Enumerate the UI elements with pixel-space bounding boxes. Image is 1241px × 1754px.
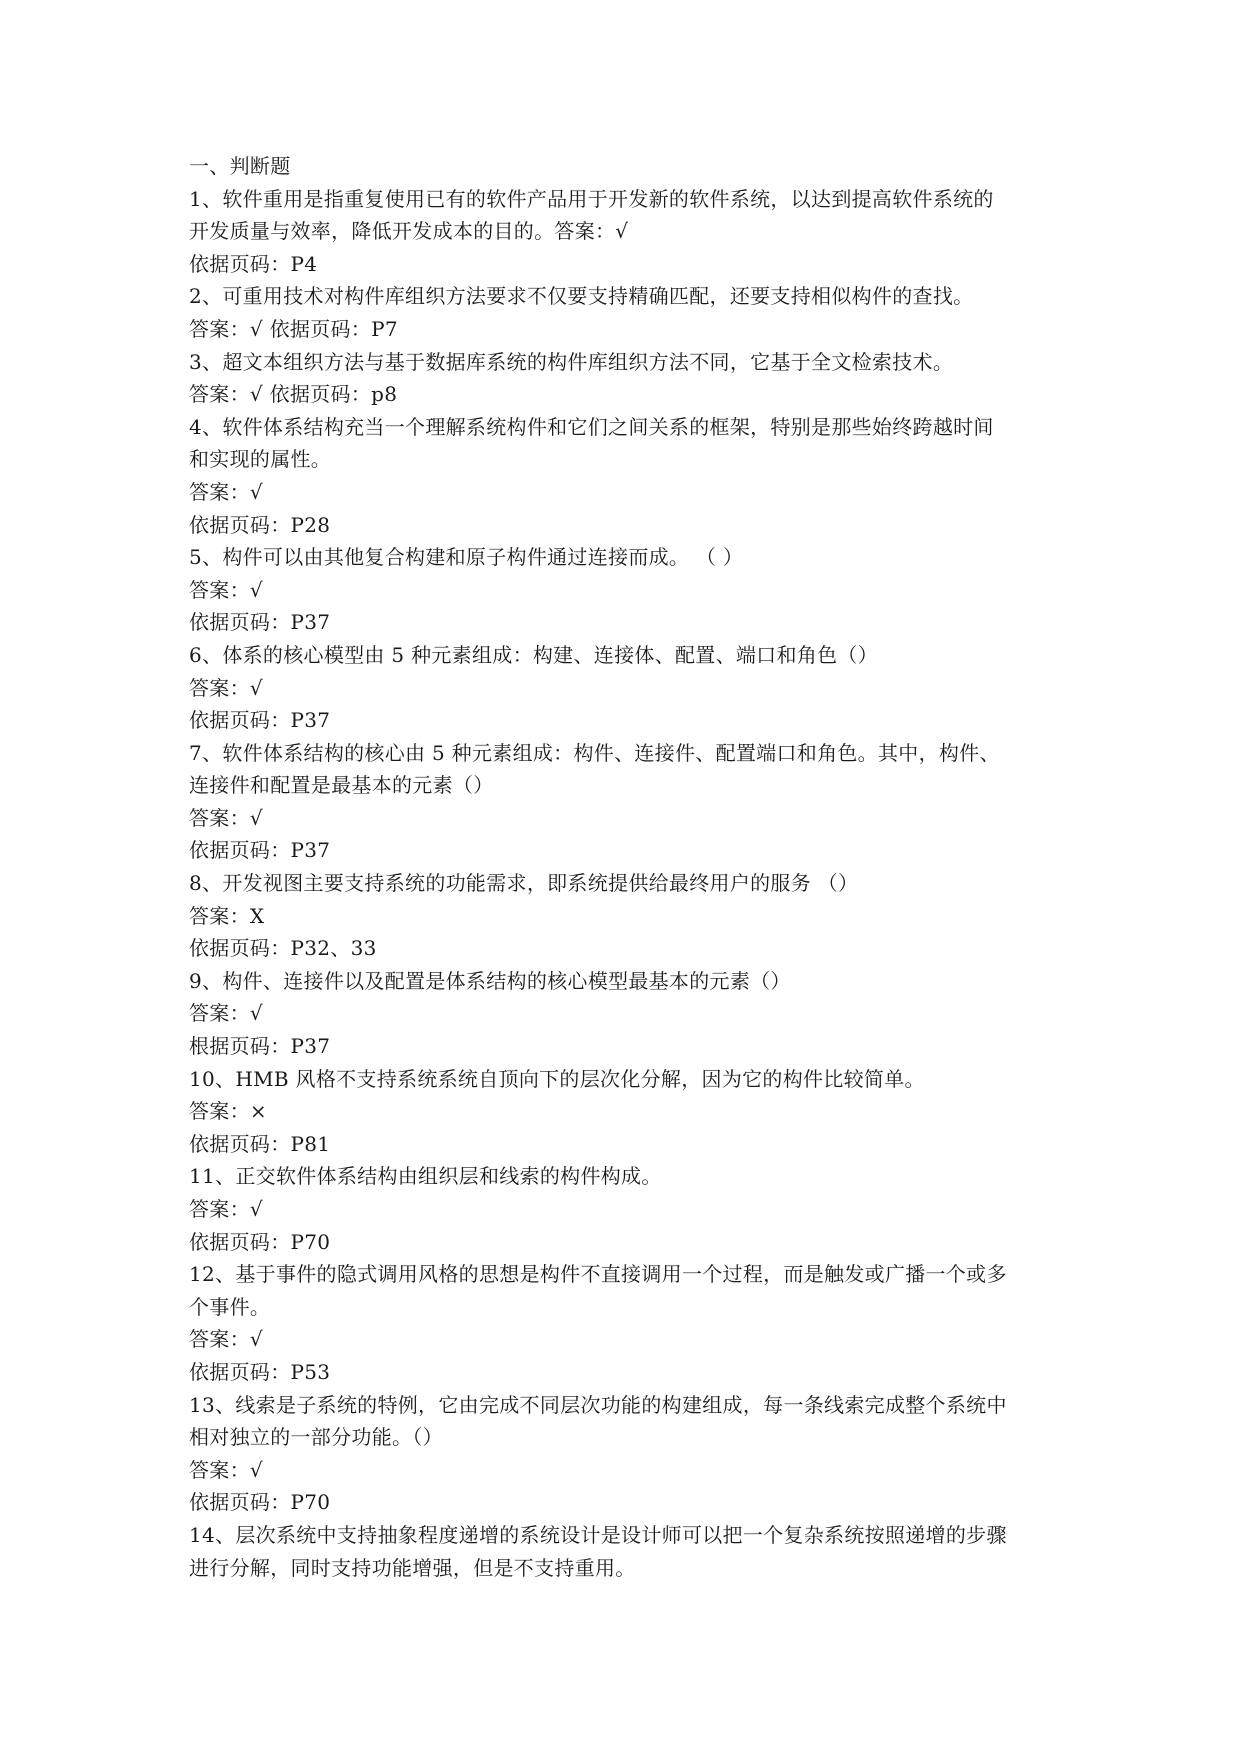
text-line: 依据页码：P53 [189,1359,331,1384]
text-line: 答案：√ [189,577,263,602]
text-line: 11、正交软件体系结构由组织层和线索的构件构成。 [189,1164,662,1189]
text-line: 依据页码：P28 [189,512,331,537]
text-line: 答案：√ [189,675,263,700]
text-line: 1、软件重用是指重复使用已有的软件产品用于开发新的软件系统，以达到提高软件系统的 [189,186,994,211]
text-line: 依据页码：P32、33 [189,936,377,961]
text-line: 13、线索是子系统的特例，它由完成不同层次功能的构建组成，每一条线索完成整个系统中 [189,1392,1007,1417]
text-line: 答案：√ [189,479,263,504]
text-line: 相对独立的一部分功能。（） [189,1425,443,1450]
text-line: 依据页码：P37 [189,838,331,863]
text-line: 5、构件可以由其他复合构建和原子构件通过连接而成。 （ ） [189,545,744,570]
text-line: 2、可重用技术对构件库组织方法要求不仅要支持精确匹配，还要支持相似构件的查找。 [189,284,974,309]
text-line: 进行分解，同时支持功能增强，但是不支持重用。 [189,1555,636,1580]
text-line: 14、层次系统中支持抽象程度递增的系统设计是设计师可以把一个复杂系统按照递增的步骤 [189,1522,1007,1547]
text-line: 答案：√ [189,1457,263,1482]
text-line: 根据页码：P37 [189,1034,331,1059]
text-line: 依据页码：P81 [189,1131,331,1156]
text-line: 依据页码：P37 [189,708,331,733]
text-line: 连接件和配置是最基本的元素（） [189,773,494,798]
text-line: 答案：√ [189,1001,263,1026]
text-line: 答案：√ 依据页码：P7 [189,316,398,341]
text-line: 开发质量与效率，降低开发成本的目的。答案：√ [189,219,629,244]
text-line: 答案：X [189,903,265,928]
text-line: 答案：√ [189,805,263,830]
text-line: 依据页码：P70 [189,1490,331,1515]
text-line: 和实现的属性。 [189,447,332,472]
text-line: 答案：√ 依据页码：p8 [189,382,398,407]
text-line: 答案：× [189,1099,267,1124]
text-line: 依据页码：P37 [189,610,331,635]
text-line: 3、超文本组织方法与基于数据库系统的构件库组织方法不同，它基于全文检索技术。 [189,349,954,374]
text-line: 依据页码：P70 [189,1229,331,1254]
text-line: 7、软件体系结构的核心由 5 种元素组成：构件、连接件、配置端口和角色。其中，构件、 [189,740,1000,765]
text-line: 一、判断题 [189,154,291,178]
text-line: 9、构件、连接件以及配置是体系结构的核心模型最基本的元素（） [189,968,791,993]
text-line: 12、基于事件的隐式调用风格的思想是构件不直接调用一个过程，而是触发或广播一个或多 [189,1262,1007,1287]
text-line: 6、体系的核心模型由 5 种元素组成：构建、连接体、配置、端口和角色（） [189,642,878,667]
text-line: 4、软件体系结构充当一个理解系统构件和它们之间关系的框架，特别是那些始终跨越时间 [189,414,994,439]
text-line: 答案：√ [189,1327,263,1352]
document-body [189,150,1069,1584]
text-line: 个事件。 [189,1294,271,1319]
text-line: 答案：√ [189,1197,263,1221]
text-line: 依据页码：P4 [189,251,318,276]
text-line: 10、HMB 风格不支持系统系统自顶向下的层次化分解，因为它的构件比较简单。 [189,1066,925,1091]
text-line: 8、开发视图主要支持系统的功能需求，即系统提供给最终用户的服务 （） [189,871,859,896]
